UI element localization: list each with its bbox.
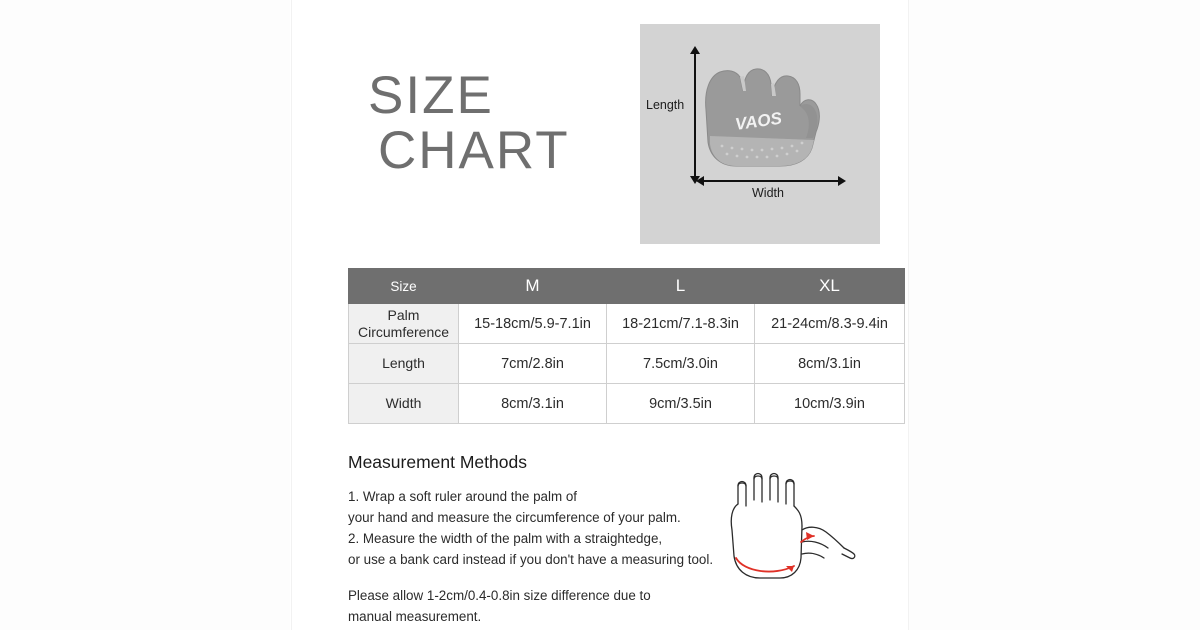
width-arrow-right-icon [838,176,846,186]
length-arrow-up-icon [690,46,700,54]
width-axis-line [702,180,842,182]
hero-section [320,10,880,250]
table-header-row [349,269,905,304]
cell-width-m: 8cm/3.1in [459,384,607,424]
sheet [292,0,908,630]
measurement-heading: Measurement Methods [348,452,527,472]
header-m: M [459,269,607,304]
measurement-section [348,452,904,628]
cell-width-xl: 10cm/3.9in [755,384,905,424]
header-xl: XL [755,269,905,304]
title-line-2: CHART [378,121,570,180]
width-arrow-left-icon [696,176,704,186]
cell-length-xl: 8cm/3.1in [755,344,905,384]
sheet-inner [320,10,888,624]
header-size: Size [349,269,459,304]
length-axis-line [694,52,696,182]
cell-length-l: 7.5cm/3.0in [607,344,755,384]
measurement-line-2: your hand and measure the circumference of your palm. [348,510,681,525]
measurement-note-line-1: Please allow 1-2cm/0.4-0.8in size difference due to [348,588,651,603]
row-label-palm-circumference: Palm Circumference [349,304,459,344]
cell-width-l: 9cm/3.5in [607,384,755,424]
length-dimension-label: Length [646,98,685,112]
row-label-width: Width [349,384,459,424]
title-line-1: SIZE [368,66,494,125]
cell-palm-l: 18-21cm/7.1-8.3in [607,304,755,344]
table-row [349,304,905,344]
hand-diagram-icon [702,470,882,595]
header-l: L [607,269,755,304]
left-margin [0,0,290,630]
cell-length-m: 7cm/2.8in [459,344,607,384]
table-row [349,344,905,384]
row-label-length: Length [349,344,459,384]
measurement-line-3: 2. Measure the width of the palm with a straightedge, [348,531,663,546]
brand-mark: VAOS [733,108,784,134]
glove-illustration [688,44,868,184]
product-photo [640,24,880,244]
page-title [368,68,570,178]
measurement-line-4: or use a bank card instead if you don't have a measuring tool. [348,552,714,567]
measurement-note-line-2: manual measurement. [348,609,482,624]
width-dimension-label: Width [752,186,784,200]
right-margin [908,0,1200,630]
size-table [348,268,905,424]
size-table-wrapper [348,268,904,424]
table-row [349,384,905,424]
measurement-line-1: 1. Wrap a soft ruler around the palm of [348,489,578,504]
cell-palm-m: 15-18cm/5.9-7.1in [459,304,607,344]
cell-palm-xl: 21-24cm/8.3-9.4in [755,304,905,344]
